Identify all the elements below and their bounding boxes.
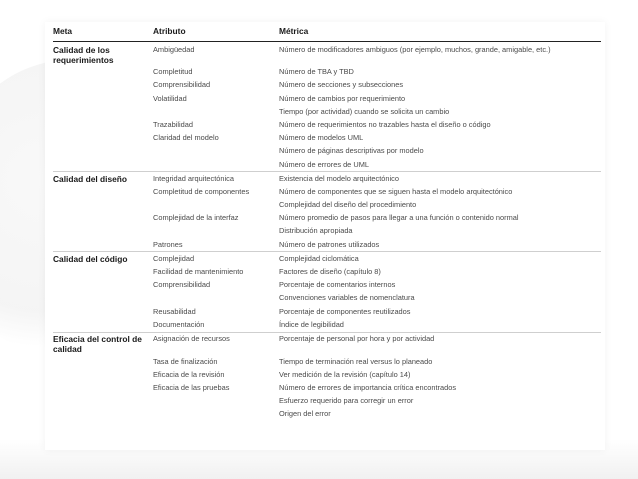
attribute-cell: Tasa de finalización — [153, 356, 218, 366]
table-row — [53, 332, 601, 355]
quality-metrics-table — [53, 26, 601, 421]
metric-cell: Existencia del modelo arquitectónico — [279, 172, 601, 186]
table-header-row — [53, 26, 601, 41]
table-row — [53, 79, 601, 92]
meta-cell: Eficacia del control de calidad — [53, 332, 153, 355]
metric-cell: Factores de diseño (capítulo 8) — [279, 267, 381, 276]
attribute-cell — [153, 158, 279, 172]
meta-cell — [53, 292, 153, 305]
metric-cell: Número de modificadores ambiguos (por ejemplo, muchos, grande, amigable, etc.) — [279, 44, 551, 54]
meta-cell — [53, 238, 153, 252]
meta-cell — [53, 199, 153, 212]
attribute-cell: Ambigüedad — [153, 44, 195, 54]
meta-cell — [53, 368, 153, 381]
metric-cell: Tiempo de terminación real versus lo planeado — [279, 356, 433, 366]
table-row — [53, 408, 601, 421]
meta-cell — [53, 105, 153, 118]
meta-cell: Calidad de los requerimientos — [53, 44, 114, 65]
attribute-cell: Completitud — [153, 67, 193, 77]
attribute-cell — [153, 145, 279, 158]
metric-cell: Número de TBA y TBD — [279, 67, 354, 77]
metric-cell: Número de páginas descriptivas por modelo — [279, 146, 424, 156]
meta-cell — [53, 66, 153, 79]
table-row — [53, 279, 601, 292]
table-row — [53, 158, 601, 172]
metric-cell: Número de modelos UML — [279, 133, 364, 143]
meta-cell — [53, 132, 153, 145]
table-row — [53, 92, 601, 105]
meta-cell — [53, 186, 153, 199]
attribute-cell: Comprensibilidad — [153, 280, 211, 290]
table-row — [53, 172, 601, 186]
attribute-cell — [153, 105, 279, 118]
metric-cell: Número de componentes que se siguen hasta el modelo arquitectónico — [279, 186, 513, 196]
table-row — [53, 292, 601, 305]
table-row — [53, 266, 601, 279]
meta-cell — [53, 382, 153, 395]
header-meta: Meta — [53, 26, 153, 41]
table-row — [53, 145, 601, 158]
table-row — [53, 212, 601, 225]
meta-cell — [53, 212, 153, 225]
metric-cell: Porcentaje de componentes reutilizados — [279, 306, 411, 316]
meta-cell — [53, 225, 153, 238]
table-row — [53, 318, 601, 332]
metric-cell: Convenciones variables de nomenclatura — [279, 293, 415, 303]
meta-cell — [53, 279, 153, 292]
attribute-cell — [153, 408, 279, 421]
attribute-cell: Trazabilidad — [153, 119, 193, 129]
meta-cell: Calidad del código — [53, 252, 153, 266]
meta-cell — [53, 408, 153, 421]
metric-cell: Número de requerimientos no trazables hasta el diseño o código — [279, 119, 491, 129]
attribute-cell: Integridad arquitectónica — [153, 172, 279, 186]
metric-cell: Esfuerzo requerido para corregir un error — [279, 396, 414, 406]
metric-cell: Tiempo (por actividad) cuando se solicita un cambio — [279, 106, 450, 116]
meta-cell — [53, 266, 153, 279]
table-row — [53, 41, 601, 66]
attribute-cell: Reusabilidad — [153, 306, 196, 316]
table-row — [53, 382, 601, 395]
attribute-cell — [153, 225, 279, 238]
table-row — [53, 199, 601, 212]
meta-cell — [53, 318, 153, 332]
metric-cell: Porcentaje de comentarios internos — [279, 280, 396, 290]
table-row — [53, 186, 601, 199]
metric-cell: Complejidad del diseño del procedimiento — [279, 200, 417, 210]
attribute-cell — [153, 395, 279, 408]
meta-cell: Calidad del diseño — [53, 172, 153, 186]
attribute-cell: Facilidad de mantenimiento — [153, 267, 244, 276]
metric-cell: Número de secciones y subsecciones — [279, 80, 404, 90]
attribute-cell: Complejidad de la interfaz — [153, 213, 239, 223]
table-row — [53, 305, 601, 318]
attribute-cell: Complejidad — [153, 252, 279, 266]
table-row — [53, 132, 601, 145]
table-row — [53, 105, 601, 118]
metric-cell: Distribución apropiada — [279, 226, 353, 236]
meta-cell — [53, 395, 153, 408]
attribute-cell — [153, 292, 279, 305]
attribute-cell: Eficacia de las pruebas — [153, 383, 230, 392]
header-metric: Métrica — [279, 26, 601, 41]
meta-cell — [53, 79, 153, 92]
attribute-cell: Documentación — [153, 319, 205, 329]
attribute-cell: Claridad del modelo — [153, 133, 219, 143]
meta-cell — [53, 158, 153, 172]
meta-cell — [53, 119, 153, 132]
metric-cell: Número de errores de UML — [279, 159, 369, 169]
attribute-cell — [153, 199, 279, 212]
metric-cell: Porcentaje de personal por hora y por actividad — [279, 332, 601, 355]
metric-cell: Número de cambios por requerimiento — [279, 93, 406, 103]
table-row — [53, 252, 601, 266]
attribute-cell: Patrones — [153, 239, 183, 249]
attribute-cell: Asignación de recursos — [153, 332, 279, 355]
attribute-cell: Volatilidad — [153, 93, 187, 103]
table-row — [53, 66, 601, 79]
attribute-cell: Eficacia de la revisión — [153, 369, 225, 379]
metric-cell: Ver medición de la revisión (capítulo 14) — [279, 369, 411, 379]
table-row — [53, 238, 601, 252]
meta-cell — [53, 305, 153, 318]
table-row — [53, 225, 601, 238]
meta-cell — [53, 355, 153, 368]
metric-cell: Número promedio de pasos para llegar a una función o contenido normal — [279, 213, 519, 223]
meta-cell — [53, 92, 153, 105]
metric-cell: Índice de legibilidad — [279, 319, 344, 329]
metric-cell: Número de patrones utilizados — [279, 239, 380, 249]
metric-cell: Complejidad ciclomática — [279, 252, 601, 266]
table-row — [53, 368, 601, 381]
document-page — [45, 22, 605, 450]
metric-cell: Origen del error — [279, 409, 331, 419]
header-attribute: Atributo — [153, 26, 279, 41]
table-row — [53, 119, 601, 132]
metric-cell: Número de errores de importancia crítica encontrados — [279, 383, 457, 392]
meta-cell — [53, 145, 153, 158]
table-row — [53, 395, 601, 408]
attribute-cell: Comprensibilidad — [153, 80, 211, 90]
attribute-cell: Completitud de componentes — [153, 186, 250, 196]
table-row — [53, 355, 601, 368]
